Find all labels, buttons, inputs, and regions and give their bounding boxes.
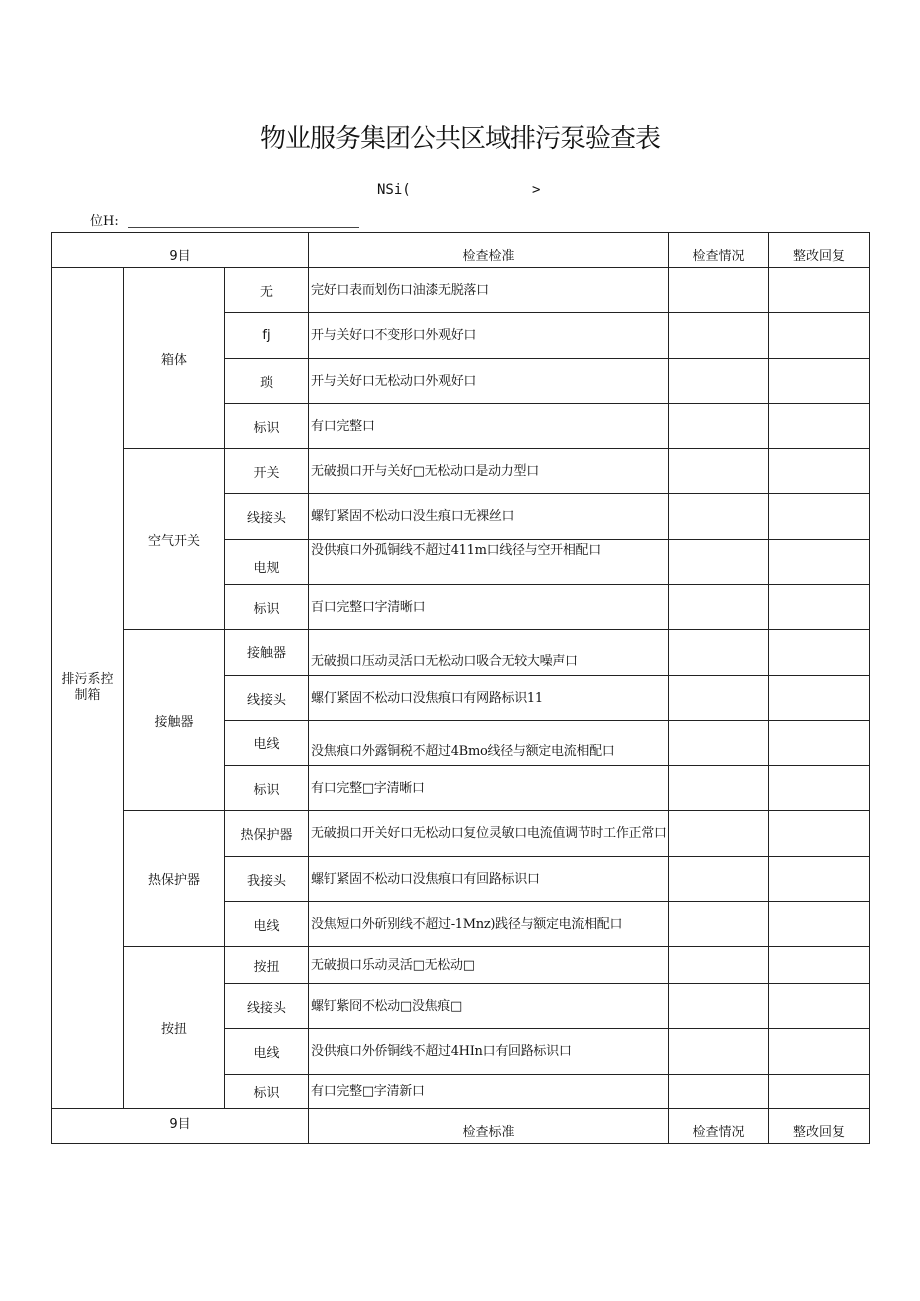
standard-cell: 无破损口压动灵活口无松动口吸合无较大噪声口 — [309, 630, 669, 676]
table-row — [52, 449, 870, 494]
status-cell[interactable] — [669, 984, 769, 1029]
status-cell[interactable] — [669, 1029, 769, 1075]
rectify-cell[interactable] — [769, 984, 870, 1029]
status-cell[interactable] — [669, 268, 769, 313]
standard-cell: 开与关好口无松动口外观好口 — [309, 359, 669, 404]
system-cell — [52, 268, 124, 1109]
item-cell: 标识 — [225, 404, 309, 449]
table-header-row — [52, 233, 870, 268]
rectify-cell[interactable] — [769, 540, 870, 585]
rectify-cell[interactable] — [769, 494, 870, 540]
rectify-cell[interactable] — [769, 404, 870, 449]
rectify-cell[interactable] — [769, 1029, 870, 1075]
item-cell: 琐 — [225, 359, 309, 404]
item-cell: 电规 — [225, 540, 309, 585]
item-cell: 接触器 — [225, 630, 309, 676]
item-cell: 电线 — [225, 1029, 309, 1075]
group-name: 接触器 — [124, 630, 225, 811]
item-cell: 线接头 — [225, 984, 309, 1029]
standard-cell: 没焦痕口外露铜税不超过4Bmo线径与额定电流相配口 — [309, 721, 669, 766]
rectify-cell[interactable] — [769, 1075, 870, 1109]
standard-cell: 没供痕口外侨铜线不超过4HIn口有回路标识口 — [309, 1029, 669, 1075]
rectify-cell[interactable] — [769, 676, 870, 721]
status-cell[interactable] — [669, 540, 769, 585]
rectify-cell[interactable] — [769, 857, 870, 902]
status-cell[interactable] — [669, 902, 769, 947]
status-cell[interactable] — [669, 721, 769, 766]
status-cell[interactable] — [669, 676, 769, 721]
rectify-cell[interactable] — [769, 721, 870, 766]
table-row — [52, 947, 870, 984]
standard-cell: 完好口表而划伤口油漆无脱落口 — [309, 268, 669, 313]
group-name: 热保护器 — [124, 811, 225, 947]
status-cell[interactable] — [669, 585, 769, 630]
status-cell[interactable] — [669, 313, 769, 359]
standard-cell: 螺钉紧固不松动口没生痕口无裸丝口 — [309, 494, 669, 540]
rectify-cell[interactable] — [769, 630, 870, 676]
item-cell: 标识 — [225, 1075, 309, 1109]
item-cell: 线接头 — [225, 676, 309, 721]
status-cell[interactable] — [669, 766, 769, 811]
status-cell[interactable] — [669, 947, 769, 984]
item-cell: 标识 — [225, 585, 309, 630]
standard-cell: 无破损口开关好口无松动口复位灵敏口电流值调节时工作正常口 — [309, 811, 669, 857]
item-cell: 线接头 — [225, 494, 309, 540]
rectify-cell[interactable] — [769, 902, 870, 947]
rectify-cell[interactable] — [769, 811, 870, 857]
header-status: 检查情况 — [669, 233, 769, 268]
standard-cell: 有口完整□字清晰口 — [309, 766, 669, 811]
inspection-table — [51, 232, 870, 1144]
status-cell[interactable] — [669, 404, 769, 449]
item-cell: 开关 — [225, 449, 309, 494]
sub-line — [377, 182, 541, 198]
unit-label: 位H: — [90, 214, 119, 229]
standard-cell: 螺钉紫冏不松动□没焦痕□ — [309, 984, 669, 1029]
footer-standard: 检查标准 — [309, 1109, 669, 1144]
item-cell: 无 — [225, 268, 309, 313]
status-cell[interactable] — [669, 449, 769, 494]
item-cell: 我接头 — [225, 857, 309, 902]
footer-item: 9目 — [52, 1109, 309, 1144]
item-cell: 标识 — [225, 766, 309, 811]
standard-cell: 百口完整口字清晰口 — [309, 585, 669, 630]
rectify-cell[interactable] — [769, 313, 870, 359]
standard-cell: 有口完整□字清新口 — [309, 1075, 669, 1109]
page-title: 物业服务集团公共区域排污泵验查表 — [259, 124, 660, 154]
header-item: 9目 — [52, 233, 309, 268]
rectify-cell[interactable] — [769, 268, 870, 313]
standard-cell: 螺钉紧固不松动口没焦痕口有回路标识口 — [309, 857, 669, 902]
table-row — [52, 630, 870, 676]
rectify-cell[interactable] — [769, 947, 870, 984]
status-cell[interactable] — [669, 359, 769, 404]
standard-cell: 有口完整口 — [309, 404, 669, 449]
standard-cell: 无破损口乐动灵活□无松动□ — [309, 947, 669, 984]
footer-rectify: 整改回复 — [769, 1109, 870, 1144]
table-footer-row — [52, 1109, 870, 1144]
item-cell: fj — [225, 313, 309, 359]
status-cell[interactable] — [669, 811, 769, 857]
footer-status: 检查情况 — [669, 1109, 769, 1144]
item-cell: 电线 — [225, 721, 309, 766]
group-name: 空气开关 — [124, 449, 225, 630]
status-cell[interactable] — [669, 857, 769, 902]
header-rectify: 整改回复 — [769, 233, 870, 268]
group-name: 按扭 — [124, 947, 225, 1109]
item-cell: 电线 — [225, 902, 309, 947]
standard-cell: 没焦短口外斫别线不超过-1Mnz)践径与额定电流相配口 — [309, 902, 669, 947]
system-label: 排污系控制箱 — [61, 672, 114, 703]
status-cell[interactable] — [669, 494, 769, 540]
table-row — [52, 268, 870, 313]
table-row — [52, 811, 870, 857]
rectify-cell[interactable] — [769, 766, 870, 811]
sub-line-right: > — [532, 182, 541, 198]
group-name: 箱体 — [124, 268, 225, 449]
item-cell: 按扭 — [225, 947, 309, 984]
header-standard: 检查检准 — [309, 233, 669, 268]
sub-line-left: NSi( — [377, 182, 411, 198]
status-cell[interactable] — [669, 1075, 769, 1109]
item-cell: 热保护器 — [225, 811, 309, 857]
standard-cell: 无破损口开与关好□无松动口是动力型口 — [309, 449, 669, 494]
rectify-cell[interactable] — [769, 449, 870, 494]
standard-cell: 螺仃紧固不松动口没焦痕口有网路标识11 — [309, 676, 669, 721]
rectify-cell[interactable] — [769, 359, 870, 404]
status-cell[interactable] — [669, 630, 769, 676]
unit-blank-line — [128, 227, 359, 228]
rectify-cell[interactable] — [769, 585, 870, 630]
standard-cell: 没供痕口外孤铜线不超过411m口线径与空开相配口 — [309, 540, 669, 585]
standard-cell: 开与关好口不变形口外观好口 — [309, 313, 669, 359]
